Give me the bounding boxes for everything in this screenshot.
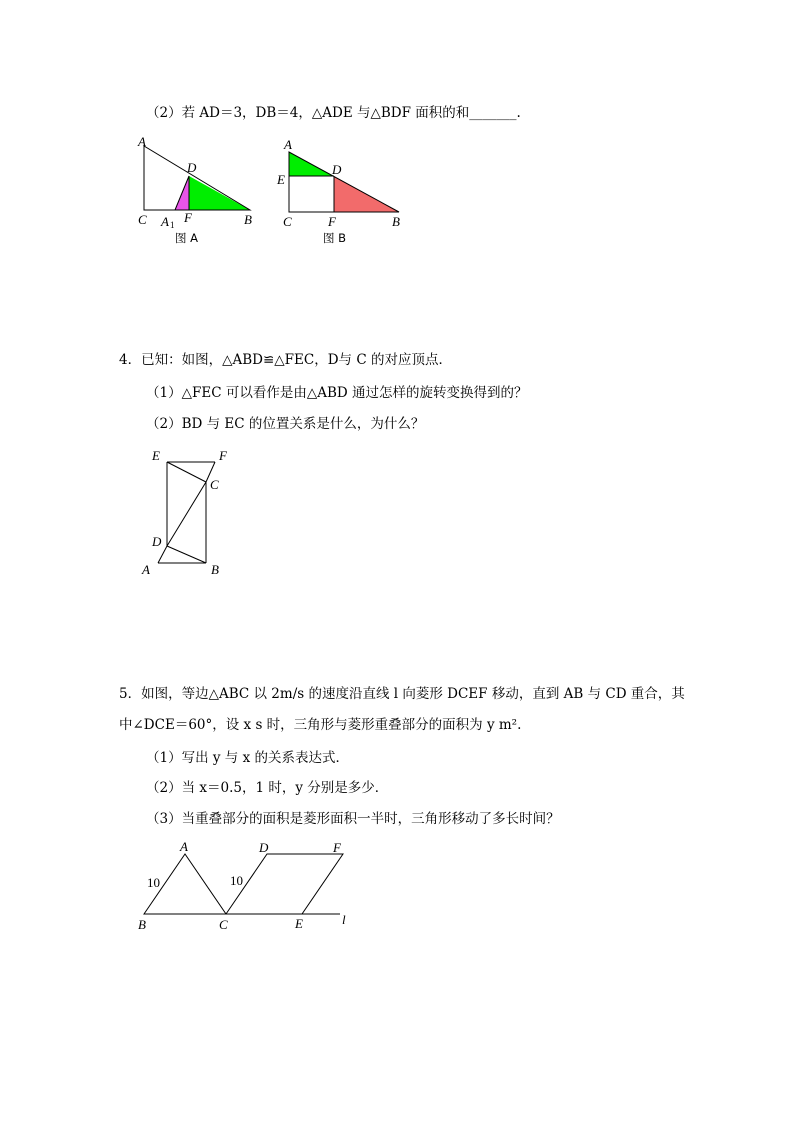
label-c: C bbox=[219, 917, 228, 932]
label-d: D bbox=[187, 160, 197, 175]
figure-b-caption: 图 B bbox=[323, 231, 347, 245]
segment-d-b bbox=[167, 546, 206, 563]
label-a1-subscript: 1 bbox=[170, 220, 175, 230]
segment-e-c bbox=[167, 462, 206, 482]
label-d: D bbox=[259, 840, 269, 855]
label-c: C bbox=[138, 212, 147, 227]
label-c: C bbox=[210, 477, 219, 492]
q5-stem-line1: 5．如图，等边△ABC 以 2m/s 的速度沿直线 l 向菱形 DCEF 移动，直到 AB 与 CD 重合，其 bbox=[119, 686, 685, 702]
label-side-cd: 10 bbox=[230, 873, 243, 888]
label-a: A bbox=[142, 562, 150, 577]
label-d: D bbox=[152, 534, 162, 549]
label-e: E bbox=[277, 172, 285, 187]
label-l: l bbox=[342, 912, 346, 927]
q5-part2: （2）当 x＝0.5，1 时，y 分别是多少． bbox=[146, 780, 389, 796]
label-c: C bbox=[283, 214, 292, 229]
label-side-ab: 10 bbox=[147, 875, 160, 890]
label-a1: A bbox=[161, 214, 169, 229]
label-e: E bbox=[152, 448, 160, 463]
q4-part2: （2）BD 与 EC 的位置关系是什么，为什么？ bbox=[146, 416, 425, 432]
rhombus-dcef bbox=[226, 854, 343, 914]
figure-q4 bbox=[138, 446, 238, 580]
figure-q5 bbox=[130, 836, 370, 940]
q4-stem: 4．已知：如图，△ABD≌△FEC，D与 C 的对应顶点． bbox=[119, 352, 452, 368]
label-f: F bbox=[328, 214, 336, 229]
q5-part3: （3）当重叠部分的面积是菱形面积一半时，三角形移动了多长时间？ bbox=[146, 811, 560, 827]
label-b: B bbox=[211, 562, 219, 577]
q4-part1: （1）△FEC 可以看作是由△ABD 通过怎样的旋转变换得到的？ bbox=[146, 385, 528, 401]
label-b: B bbox=[244, 212, 252, 227]
figure-a bbox=[130, 132, 270, 248]
q3-part2-text: （2）若 AD＝3，DB＝4，△ADE 与△BDF 面积的和_______. bbox=[146, 105, 521, 121]
label-d: D bbox=[332, 162, 342, 177]
q5-part1: （1）写出 y 与 x 的关系表达式． bbox=[146, 750, 349, 766]
label-f: F bbox=[219, 448, 227, 463]
label-b: B bbox=[138, 917, 146, 932]
label-f: F bbox=[333, 840, 341, 855]
segment-d-c bbox=[167, 482, 206, 546]
label-b: B bbox=[392, 214, 400, 229]
figure-b bbox=[273, 132, 413, 248]
label-e: E bbox=[295, 916, 303, 931]
figure-a-caption: 图 A bbox=[175, 231, 199, 245]
label-a: A bbox=[180, 839, 188, 854]
label-a: A bbox=[138, 134, 146, 149]
label-f: F bbox=[184, 210, 192, 225]
q5-stem-line2: 中∠DCE＝60°，设 x s 时，三角形与菱形重叠部分的面积为 y m². bbox=[119, 717, 522, 733]
label-a: A bbox=[284, 137, 292, 152]
